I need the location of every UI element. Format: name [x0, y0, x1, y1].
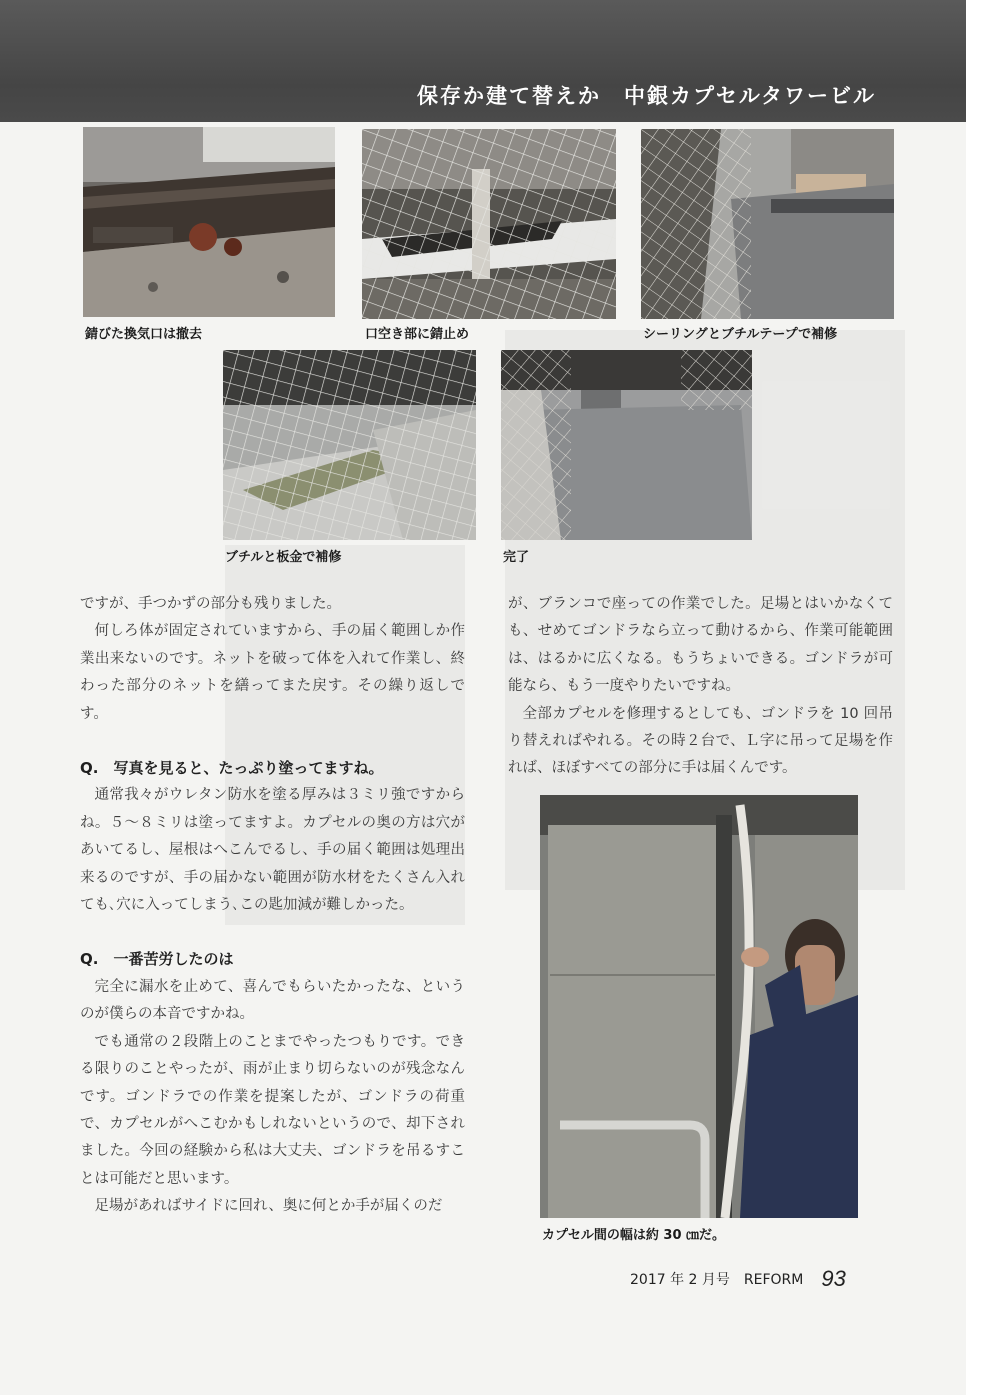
running-header-title: 保存か建て替えか 中銀カプセルタワービル	[417, 83, 876, 108]
photo-caption: 口空き部に錆止め	[365, 327, 470, 342]
photo-caption: 錆びた換気口は撤去	[85, 327, 203, 342]
interview-question: Q. 一番苦労したのは	[80, 950, 234, 969]
paragraph: でも通常の２段階上のことまでやったつもりです。できる限りのことやったが、雨が止まり切らないのが残念なんです。ゴンドラでの作業を提案したが、ゴンドラの荷重で、カプセルがへこむかもしれないというので、却下されました。今回の経験から私は大丈夫、ゴンドラを吊るすことは可能だと思います。	[80, 1033, 465, 1187]
left-column-text	[80, 591, 465, 1221]
paragraph: 完全に漏水を止めて、喜んでもらいたかったな、というのが僕らの本音ですかね。	[80, 978, 465, 1023]
header-band	[0, 0, 966, 122]
photo-caption: シーリングとブチルテープで補修	[643, 327, 838, 342]
page-edge	[966, 0, 984, 1395]
paragraph: 通常我々がウレタン防水を塗る厚みは３ミリ強ですからね。５〜８ミリは塗ってますよ。カプセルの奥の方は穴があいてるし、屋根はへこんでるし、手の届く範囲は処理出来るのですが、手の届かない範囲が防水材をたくさん入れても､穴に入ってしまう､この匙加減が難しかった。	[80, 787, 465, 914]
photo-gap-between-capsules	[540, 795, 858, 1218]
paragraph: 何しろ体が固定されていますから、手の届く範囲しか作業出来ないのです。ネットを破って体を入れて作業し、終わった部分のネットを繕ってまた戻す。その繰り返しです。	[80, 623, 465, 722]
right-column-text	[508, 591, 893, 783]
paragraph: 全部カプセルを修理するとしても、ゴンドラを 10 回吊り替えればやれる。その時２台で、Ｌ字に吊って足場を作れば、ほぼすべての部分に手は届くんです。	[508, 705, 893, 777]
photo-caption: 完了	[503, 550, 530, 565]
interview-question: Q. 写真を見ると、たっぷり塗ってますね。	[80, 759, 384, 778]
photo-caption: カプセル間の幅は約 30 ㎝だ。	[542, 1228, 726, 1243]
photo-hole-rustproof	[362, 129, 616, 319]
photo-completed	[501, 350, 752, 540]
paragraph: ですが、手つかずの部分も残りました。	[80, 596, 341, 612]
photo-vent-removed	[83, 127, 335, 317]
photo-butyl-sheet-repair	[223, 350, 476, 540]
paragraph: 足場があればサイドに回れ、奥に何とか手が届くのだ	[94, 1198, 443, 1215]
photo-caption: ブチルと板金で補修	[225, 550, 342, 565]
issue-label: 2017 年 2 月号 REFORM	[630, 1272, 804, 1288]
paragraph: が、ブランコで座っての作業でした。足場とはいかなくても、せめてゴンドラなら立って動けるから、作業可能範囲は、はるかに広くなる。もうちょいできる。ゴンドラが可能なら、もう一度やりたいですね。	[508, 596, 893, 695]
page-number: 93	[821, 1266, 846, 1291]
page-footer	[630, 1266, 846, 1292]
photo-sealing-repair	[641, 129, 894, 319]
